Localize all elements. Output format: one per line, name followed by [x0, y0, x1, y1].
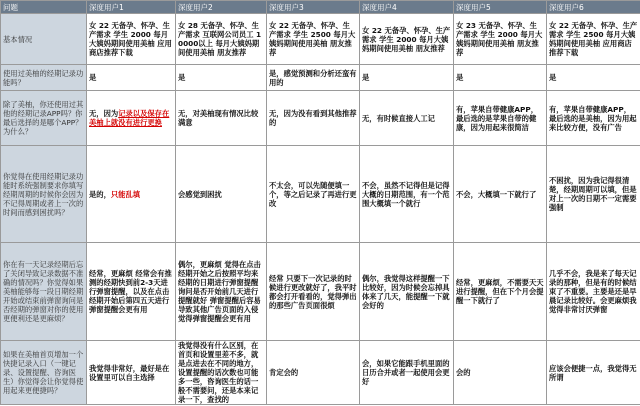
table-row [1, 91, 640, 146]
answer-cell: 我觉得非常好，最好是在设置里可以自主选择 [87, 341, 176, 405]
header-user-1: 深度用户1 [87, 1, 176, 14]
answer-cell: 不会，大概填一下就行了 [454, 146, 547, 243]
highlight-text: 只能乱填 [110, 189, 141, 199]
answer-cell: 几乎不会，我是来了每天记录的那种，但是有的时候结束了不重要。主要是还是早晨记录比较好。会更麻烦我觉得非常讨厌弹窗 [547, 243, 640, 341]
answer-cell: 无，因为没有看到其他推荐的 [267, 91, 360, 146]
header-user-4: 深度用户4 [360, 1, 454, 14]
answer-cell: 经常，更麻烦 经常会有推测的经期快到前2-3天进行弹窗提醒，以及在点击经期开始后第四五天进行弹窗提醒会更有用 [87, 243, 176, 341]
header-user-5: 深度用户5 [454, 1, 547, 14]
answer-cell: 女 28 无备孕、怀孕、生产需求 互联网公司员工 10000以上 每月大姨妈期间使用美柚 朋友推荐 [176, 14, 267, 65]
answer-cell: 不太会，可以先随便填一个，等之后记录了再进行更改 [267, 146, 360, 243]
answer-cell: 偶尔，更麻烦 觉得在点击经期开始之后按照平均来经期的日期进行弹窗提醒询问是否开始前几天进行提醒就好 弹窗提醒后容易导致其他广告页面的入侵 觉得弹窗提醒会更有用 [176, 243, 267, 341]
answer-cell: 是，感觉预测和分析还蛮有用的 [267, 65, 360, 91]
answer-cell: 肯定会的 [267, 341, 360, 405]
answer-cell: 是 [547, 65, 640, 91]
table-row [1, 14, 640, 65]
question-cell: 基本情况 [1, 14, 87, 65]
answer-cell: 经常 只要下一次记录的时候进行更改就好了，我平时都会打开看看的，觉得弹出的那些广告页面很烦 [267, 243, 360, 341]
answer-cell: 有，苹果自带健康APP，最后选的是美柚，因为用起来比较方便，没有广告 [547, 91, 640, 146]
answer-cell: 女 22 无备孕、怀孕、生产需求 学生 2000 每月大姨妈期间使用美柚 朋友推荐 [360, 14, 454, 65]
answer-cell: 无，有时候直接人工记 [360, 91, 454, 146]
question-cell: 除了美柚，你还使用过其他的经期记录APP吗？你最后选择的是哪个APP？为什么？ [1, 91, 87, 146]
table-row [1, 65, 640, 91]
answer-cell: 不会，虽然不记得但是记得大概的日期范围，有一个范围大概填一个就行 [360, 146, 454, 243]
answer-cell: 无，对美柚现有情况比较满意 [176, 91, 267, 146]
answer-cell: 会的 [454, 341, 547, 405]
answer-cell: 是 [87, 65, 176, 91]
answer-cell: 是 [360, 65, 454, 91]
header-user-6: 深度用户6 [547, 1, 640, 14]
answer-cell: 无，因为记录以及保存在美柚上就没有进行更换 [87, 91, 176, 146]
answer-cell: 经常，更麻烦，不需要天天进行提醒，但在下个月会提醒一下就行了 [454, 243, 547, 341]
header-user-3: 深度用户3 [267, 1, 360, 14]
answer-cell: 女 22 无备孕、怀孕、生产需求 学生 2000 每月大姨妈期间使用美柚 应用商店推荐下载 [87, 14, 176, 65]
table-row [1, 146, 640, 243]
answer-cell: 我觉得没有什么区别，在首页和设置里差不多，就是点进去在不同的地方，设置提醒的话次数也可能多一些，咨询医生的话一般不需要问，还是本来记录一下，查找的 [176, 341, 267, 405]
table-row [1, 341, 640, 405]
header-question: 问题 [1, 1, 87, 14]
answer-cell: 是的，只能乱填 [87, 146, 176, 243]
answer-cell: 偶尔，我觉得这样提醒一下比较好，因为时候会忘掉具体来了几天，能提醒一下就会好的 [360, 243, 454, 341]
highlight-text: 记录以及保存在美柚上就没有进行更换 [89, 109, 170, 127]
question-cell: 你觉得在使用经期记录功能时系统强制要求你填写经期周期的时候你会因为不记得周期或者上一次的时间而感到困扰吗？ [1, 146, 87, 243]
question-cell: 你在有一天记录经期后忘了关闭导致记录数据不准确的情况吗？你觉得如果美柚能够每一段日期经期开始或结束前弹窗询问是否经期的弹窗对你的使用更便利还是更麻烦？ [1, 243, 87, 341]
answer-cell: 应该会便捷一点，我觉得无所谓 [547, 341, 640, 405]
answer-cell: 是 [454, 65, 547, 91]
header-user-2: 深度用户2 [176, 1, 267, 14]
header-row [1, 1, 640, 14]
answer-cell: 会，如果它能跟手机里面的日历合并或者一起使用会更好 [360, 341, 454, 405]
answer-cell: 女 22 无备孕、怀孕、生产需求 学生 2500 每月大姨妈期间使用美柚 应用商店推荐下载 [547, 14, 640, 65]
answer-cell: 有，苹果自带健康APP，最后选的是苹果自带的健康，因为用起来很简洁 [454, 91, 547, 146]
answer-cell: 女 22 无备孕、怀孕、生产需求 学生 2500 每月大姨妈期间使用美柚 朋友推荐 [267, 14, 360, 65]
question-cell: 使用过美柚的经期记录功能吗？ [1, 65, 87, 91]
answer-cell: 是 [176, 65, 267, 91]
answer-cell: 不困扰，因为我记得很清楚，经期周期可以填，但是对上一次的日期不一定需要强制 [547, 146, 640, 243]
answer-cell: 女 23 无备孕、怀孕、生产需求 学生 2000 每月大姨妈期间使用美柚 朋友推荐 [454, 14, 547, 65]
table-row [1, 243, 640, 341]
question-cell: 如果在美柚首页增加一个快捷记录入口（一键记录、设置提醒、咨询医生）你觉得会让你觉得使用起来更便捷吗？ [1, 341, 87, 405]
answer-cell: 会感觉到困扰 [176, 146, 267, 243]
